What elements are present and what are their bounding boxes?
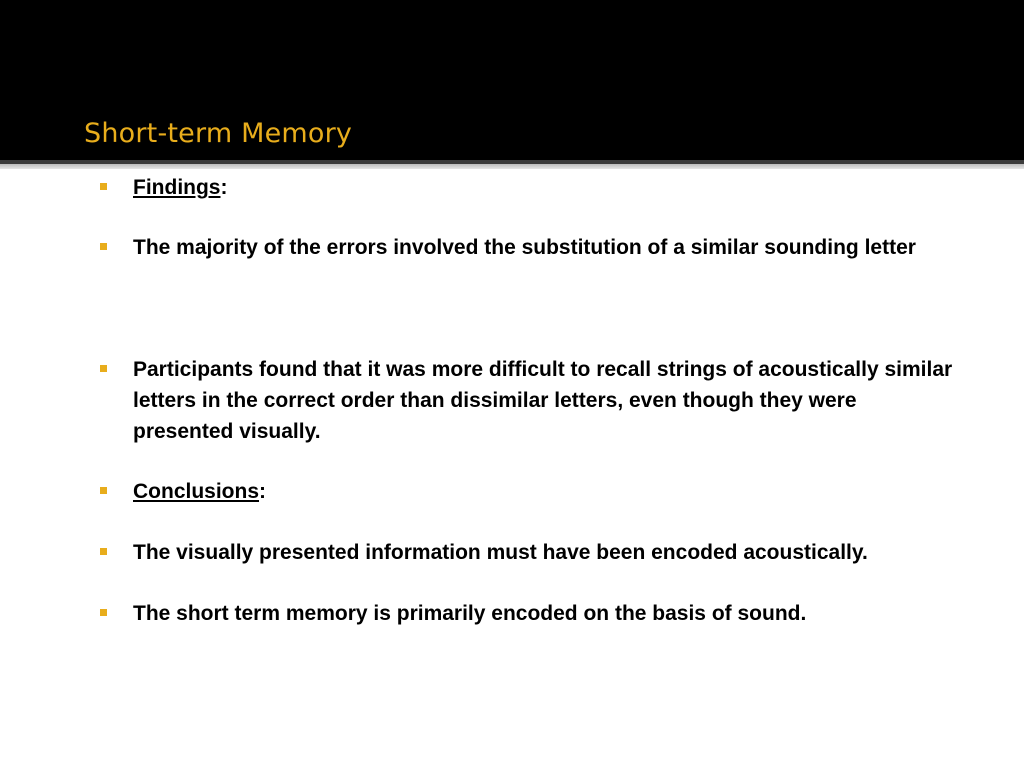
bullet-conclusions xyxy=(100,476,960,507)
square-bullet-icon xyxy=(100,598,133,629)
bullet-text: The visually presented information must have been encoded acoustically. xyxy=(133,541,868,564)
bullet-finding-2 xyxy=(100,354,960,447)
square-bullet-icon xyxy=(100,172,133,203)
square-bullet-icon xyxy=(100,476,133,507)
bullet-text xyxy=(133,172,228,203)
bullet-conclusion-2 xyxy=(100,598,960,629)
square-bullet-icon xyxy=(100,354,133,385)
findings-colon: : xyxy=(220,176,228,199)
bullet-finding-1 xyxy=(100,232,960,263)
conclusions-colon: : xyxy=(259,480,267,503)
square-bullet-icon xyxy=(100,537,133,568)
conclusions-heading: Conclusions xyxy=(133,480,260,503)
bullet-text xyxy=(133,476,266,507)
bullet-text: The short term memory is primarily encoded on the basis of sound. xyxy=(133,602,807,625)
bullet-text: Participants found that it was more difficult to recall strings of acoustically similar letters in the correct order than dissimilar letters, even though they were presented visually. xyxy=(133,358,953,443)
title-divider-shadow xyxy=(0,164,1024,169)
square-bullet-icon xyxy=(100,232,133,263)
findings-heading: Findings xyxy=(133,176,221,199)
bullet-text: The majority of the errors involved the substitution of a similar sounding letter xyxy=(133,236,916,259)
bullet-findings xyxy=(100,172,960,203)
bullet-conclusion-1 xyxy=(100,537,960,568)
title-bar xyxy=(0,0,1024,160)
slide-title: Short-term Memory xyxy=(84,118,353,149)
